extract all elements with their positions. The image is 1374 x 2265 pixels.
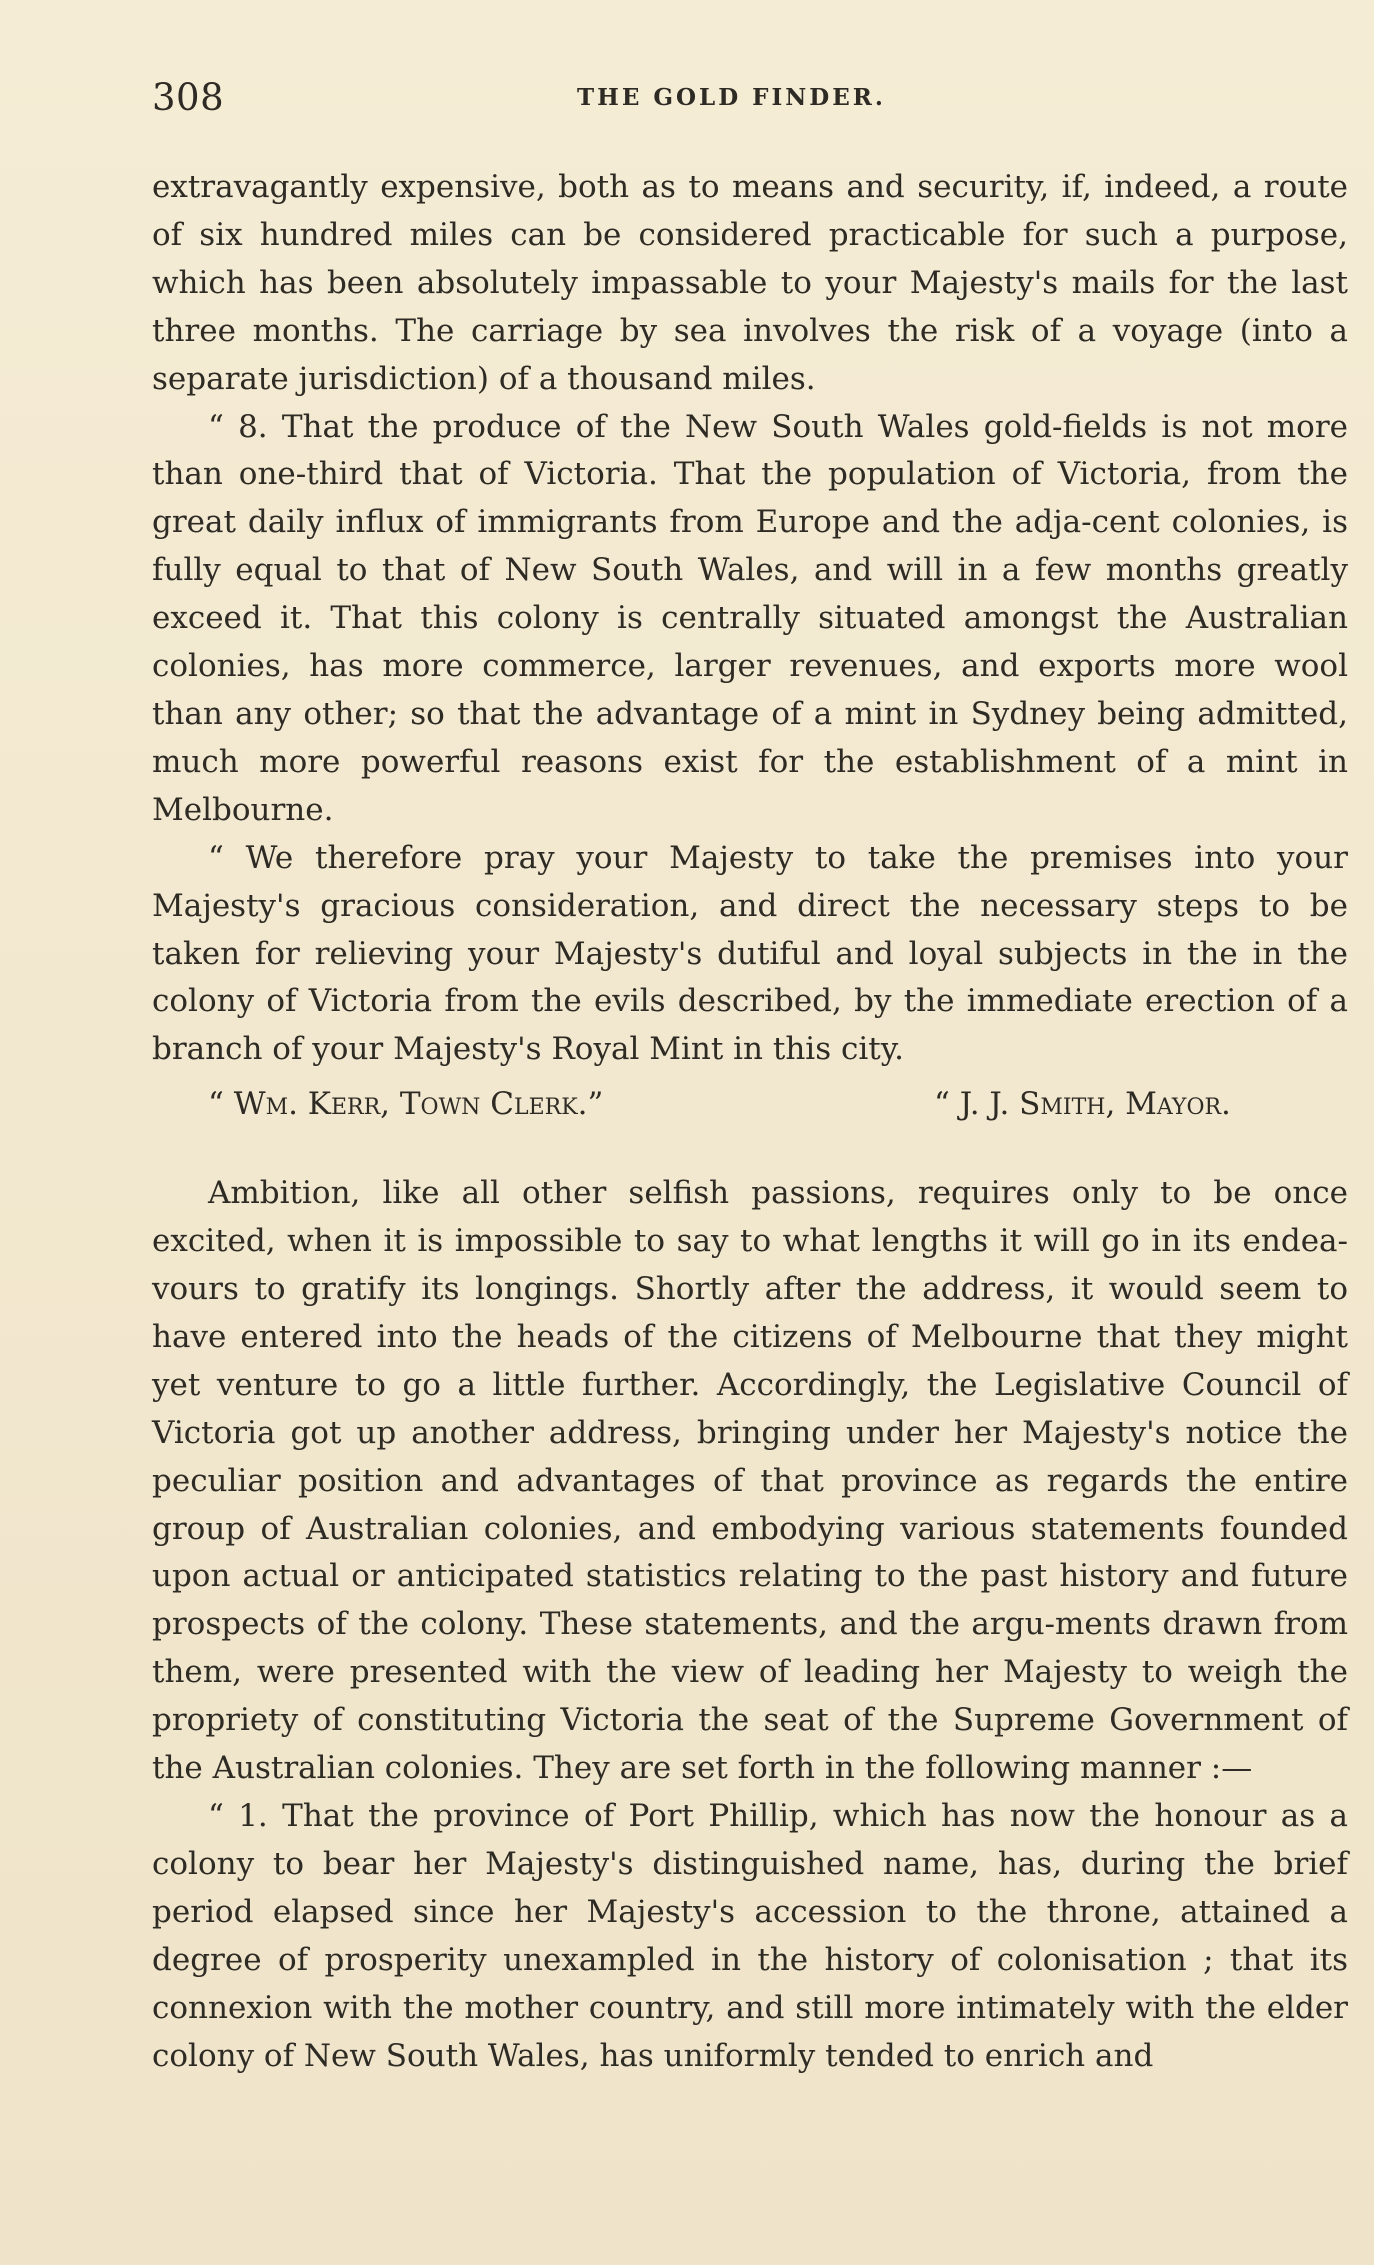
paragraph-ambition: Ambition, like all other selfish passions, requires only to be once excited, when it is impossible to say to what lengths it will go in its endea-vours to gratify its longings. Shortly after the address, it would seem to have entered into the heads of the citizens of Melbourne that they might yet venture to go a little further. Accordingly, the Legislative Council of Victoria got up another address, bringing under her Majesty's notice the peculiar position and advantages of that province as regards the entire group of Australian colonies, and embodying various statements founded upon actual or anticipated statistics relating to the past history and future prospects of the colony. These statements, and the argu-ments drawn from them, were presented with the view of leading her Majesty to weigh the propriety of constituting Victoria the seat of the Supreme Government of the Australian colonies. They are set forth in the following manner :— <box>152 1175 1348 1787</box>
signature-block <box>152 1080 1348 1128</box>
paragraph-point-8: “ 8. That the produce of the New South Wales gold-fields is not more than one-third that of Victoria. That the population of Victoria, from the great daily influx of immigrants from Europe and the adja-cent colonies, is fully equal to that of New South Wales, and will in a few months greatly exceed it. That this colony is centrally situated amongst the Australian colonies, has more commerce, larger revenues, and exports more wool than any other; so that the advantage of a mint in Sydney being admitted, much more powerful reasons exist for the establishment of a mint in Melbourne. <box>152 408 1348 828</box>
signature-town-clerk: “ Wm. Kerr, Town Clerk.” <box>208 1086 604 1123</box>
running-head <box>152 70 1348 126</box>
paragraph-continued: extravagantly expensive, both as to means and security, if, indeed, a route of six hundred miles can be considered practicable for such a purpose, which has been absolutely impassable to your Majesty's mails for the last three months. The carriage by sea involves the risk of a voyage (into a separate jurisdiction) of a thousand miles. <box>152 169 1348 397</box>
signature-mayor: “ J. J. Smith, Mayor. <box>934 1086 1231 1123</box>
running-title: THE GOLD FINDER. <box>577 84 886 111</box>
page-number: 308 <box>152 76 225 119</box>
paragraph-prayer: “ We therefore pray your Majesty to take the premises into your Majesty's gracious consideration, and direct the necessary steps to be taken for relieving your Majesty's dutiful and loyal subjects in the in the colony of Victoria from the evils described, by the immediate erection of a branch of your Majesty's Royal Mint in this city. <box>152 839 1348 1068</box>
paragraph-point-1: “ 1. That the province of Port Phillip, which has now the honour as a colony to bear her Majesty's distinguished name, has, during the brief period elapsed since her Majesty's accession to the throne, attained a degree of prosperity unexampled in the history of colonisation ; that its connexion with the mother country, and still more intimately with the elder colony of New South Wales, has uniformly tended to enrich and <box>152 1798 1348 2074</box>
page-content <box>152 70 1348 2080</box>
